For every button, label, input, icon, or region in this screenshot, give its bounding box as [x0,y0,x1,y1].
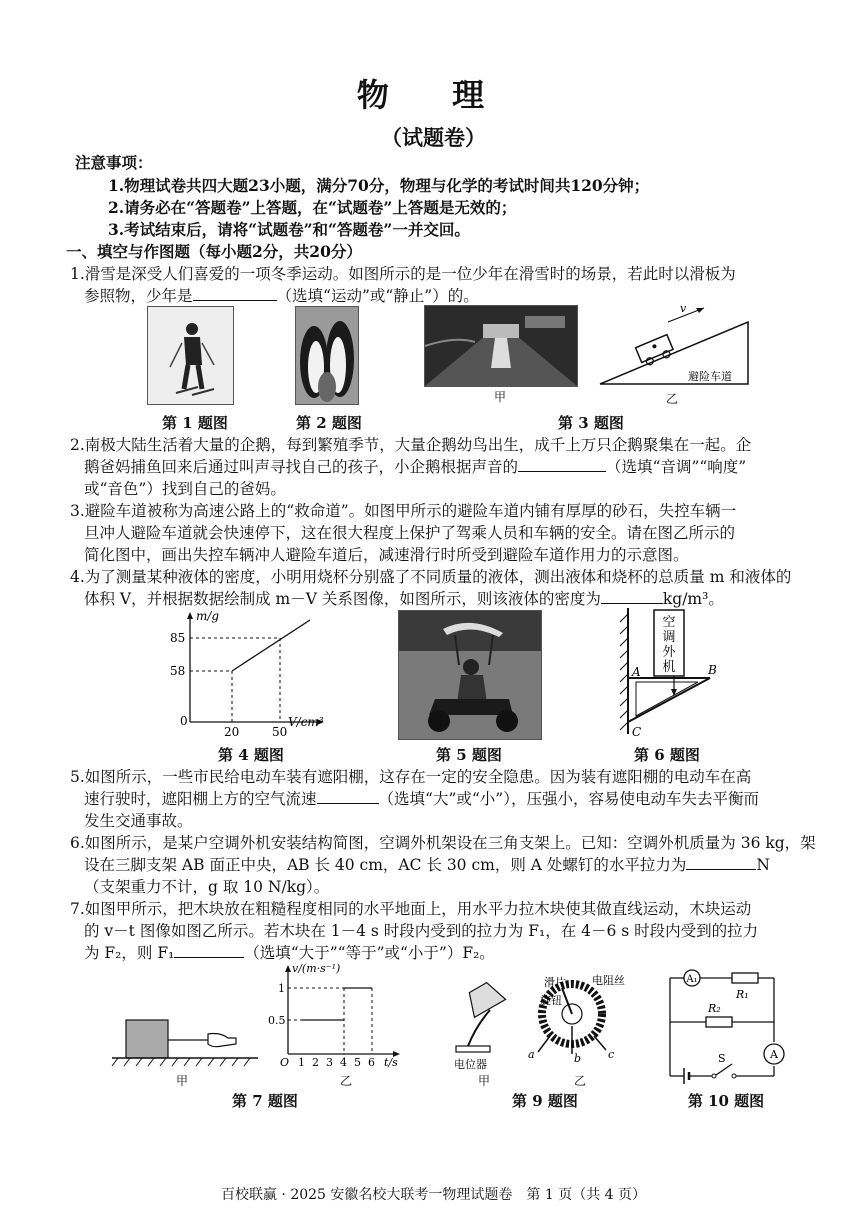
graph-xlabel: V/cm³ [288,715,324,729]
escape-lane-photo [424,305,578,387]
tick-label: 5 [354,1056,361,1069]
ramp-label: 避险车道 [688,370,732,383]
question-5-text [84,788,759,810]
tick-label: 4 [340,1056,347,1069]
fig9-label: 电阻丝 [592,974,625,987]
figure-caption: 第 10 题图 [687,1092,765,1110]
question-1-text: 1.滑雪是深受人们喜爱的一项冬季运动。如图所示的是一位少年在滑雪时的场景，若此时以滑板为 [70,265,736,283]
fig9-label: 旋钮 [540,994,562,1007]
section-heading: 一、填空与作图题（每小题2分，共20分） [66,242,362,261]
point-label: B [708,663,717,677]
meter-label: A₁ [686,974,698,985]
ramp-diagram [596,300,756,392]
question-7-text [84,942,495,964]
velocity-label: v [680,302,687,315]
vt-graph [270,962,410,1070]
q5-text-a: 速行驶时，遮阳棚上方的空气流速 [84,790,317,808]
penguin-photo [295,306,359,405]
tick-label: 6 [368,1056,375,1069]
q4-text-b: kg/m³。 [662,590,724,608]
figure-caption: 第 4 题图 [218,746,284,764]
tick-label: 1 [298,1056,305,1069]
terminal-label: a [528,1048,535,1061]
skier-photo [147,306,234,405]
question-3-text: 旦冲人避险车道就会快速停下，这在很大程度上保护了驾乘人员和车辆的安全。请在图乙所示的 [84,524,736,542]
point-label: A [632,665,641,679]
question-5-text: 发生交通事故。 [84,812,193,830]
tick-label: 20 [224,725,240,739]
graph-xlabel: t/s [384,1056,398,1069]
tick-label: 0.5 [268,1014,286,1027]
question-2-text: 或“音色”）找到自己的爸妈。 [84,480,286,498]
figure-caption: 第 7 题图 [232,1092,298,1110]
question-2-text: 2.南极大陆生活着大量的企鹅，每到繁殖季节，大量企鹅幼鸟出生，成千上万只企鹅聚集在一起。企 [70,436,752,454]
q1-text-a: 参照物，少年是 [84,287,193,305]
question-1-text [84,285,479,307]
fig3-jia-label: 甲 [494,390,507,404]
tick-label: 3 [326,1056,333,1069]
q2-text-b: （选填“音调”“响度” [606,458,747,476]
question-6-text [84,854,770,876]
q6-text-b: N [756,856,770,874]
fig9-label: 滑片 [544,976,566,989]
figure-caption: 第 9 题图 [512,1092,578,1110]
q5-text-b: （选填“大”或“小”），压强小，容易使电动车失去平衡而 [378,790,759,808]
point-label: C [632,725,642,739]
question-7-text: 7.如图甲所示，把木块放在粗糙程度相同的水平地面上，用水平力拉木块使其做直线运动，木块运动 [70,900,752,918]
tick-label: 2 [312,1056,319,1069]
page-footer: 百校联赢 · 2025 安徽名校大联考一物理试题卷 第 1 页（共 4 页） [220,1187,647,1203]
figure-caption: 第 3 题图 [558,414,624,432]
q4-text-a: 体积 V，并根据数据绘制成 m－V 关系图像，如图所示，则该液体的密度为 [84,590,601,608]
ac-box-char: 调 [662,630,676,645]
figure-caption: 第 1 题图 [162,414,228,432]
q7-text-a: 为 F₂，则 F₁ [84,944,175,962]
mv-graph [160,610,340,742]
tick-label: 58 [170,664,186,678]
ac-bracket-diagram [614,606,734,740]
ac-box-char: 外 [662,645,676,660]
terminal-label: c [608,1048,615,1061]
answer-blank[interactable] [317,789,379,804]
page-title: 物 理 [356,76,511,114]
meter-label: A [770,1048,778,1061]
resistor-label: R₁ [736,988,749,1001]
figure-caption: 第 2 题图 [296,414,362,432]
ac-box-char: 空 [662,615,676,630]
question-6-text: （支架重力不计，g 取 10 N/kg）。 [84,878,330,896]
answer-blank[interactable] [518,457,606,472]
notice-item: 1.物理试卷共四大题23小题，满分70分，物理与化学的考试时间共120分钟； [108,176,650,195]
question-7-text: 的 v－t 图像如图乙所示。若木块在 1－4 s 时段内受到的拉力为 F₁，在 4－6 s 时段内受到的拉力 [84,922,759,940]
question-3-text: 3.避险车道被称为高速公路上的“救命道”。如图甲所示的避险车道内铺有厚厚的砂石，失控车辆一 [70,502,737,520]
notice-heading: 注意事项： [75,153,153,172]
answer-blank[interactable] [174,943,244,958]
q6-text-a: 设在三脚支架 AB 面正中央，AB 长 40 cm，AC 长 30 cm，则 A 处螺钉的水平拉力为 [84,856,687,874]
figure-caption: 第 5 题图 [436,746,502,764]
answer-blank[interactable] [601,589,663,604]
ac-box-char: 机 [662,660,676,675]
q1-text-b: （选填“运动”或“静止”）的。 [276,287,479,305]
terminal-label: b [574,1052,582,1065]
fig3-yi-label: 乙 [666,392,679,406]
switch-label: S [718,1052,726,1065]
tick-label: 50 [272,725,288,739]
fig9-label: 电位器 [454,1058,487,1071]
question-2-text [84,456,746,478]
tick-label: 0 [180,714,188,728]
tick-label: O [280,1056,290,1069]
circuit-diagram [658,964,798,1084]
answer-blank[interactable] [686,855,756,870]
question-4-text: 4.为了测量某种液体的密度，小明用烧杯分别盛了不同质量的液体，测出液体和烧杯的总质量 m 和液体的 [70,568,792,586]
fig7-yi-label: 乙 [340,1074,353,1088]
notice-item: 2.请务必在“答题卷”上答题，在“试题卷”上答题是无效的； [108,198,517,217]
fig9-jia-label: 甲 [478,1074,491,1088]
answer-blank[interactable] [193,286,277,301]
tick-label: 1 [278,982,285,995]
scooter-photo [398,610,542,740]
tick-label: 85 [170,631,186,645]
graph-ylabel: v/(m·s⁻¹) [292,962,341,975]
page-subtitle: （试题卷） [381,125,486,150]
block-diagram [112,1010,262,1070]
figure-caption: 第 6 题图 [634,746,700,764]
resistor-label: R₂ [708,1002,721,1015]
q7-text-b: （选填“大于”“等于”或“小于”）F₂。 [244,944,495,962]
notice-item: 3.考试结束后，请将“试题卷”和“答题卷”一并交回。 [108,220,470,239]
question-5-text: 5.如图所示，一些市民给电动车装有遮阳棚，这存在一定的安全隐患。因为装有遮阳棚的电动车在高 [70,768,752,786]
q2-text-a: 鹅爸妈捕鱼回来后通过叫声寻找自己的孩子，小企鹅根据声音的 [84,458,519,476]
question-3-text: 简化图中，画出失控车辆冲人避险车道后，减速滑行时所受到避险车道作用力的示意图。 [84,546,689,564]
fig9-yi-label: 乙 [574,1074,587,1088]
potentiometer-diagram [510,972,642,1068]
graph-ylabel: m/g [196,609,220,623]
fig7-jia-label: 甲 [176,1074,189,1088]
question-6-text: 6.如图所示，是某户空调外机安装结构简图，空调外机架设在三角支架上。已知：空调外机质量为 36 kg，架 [70,834,816,852]
